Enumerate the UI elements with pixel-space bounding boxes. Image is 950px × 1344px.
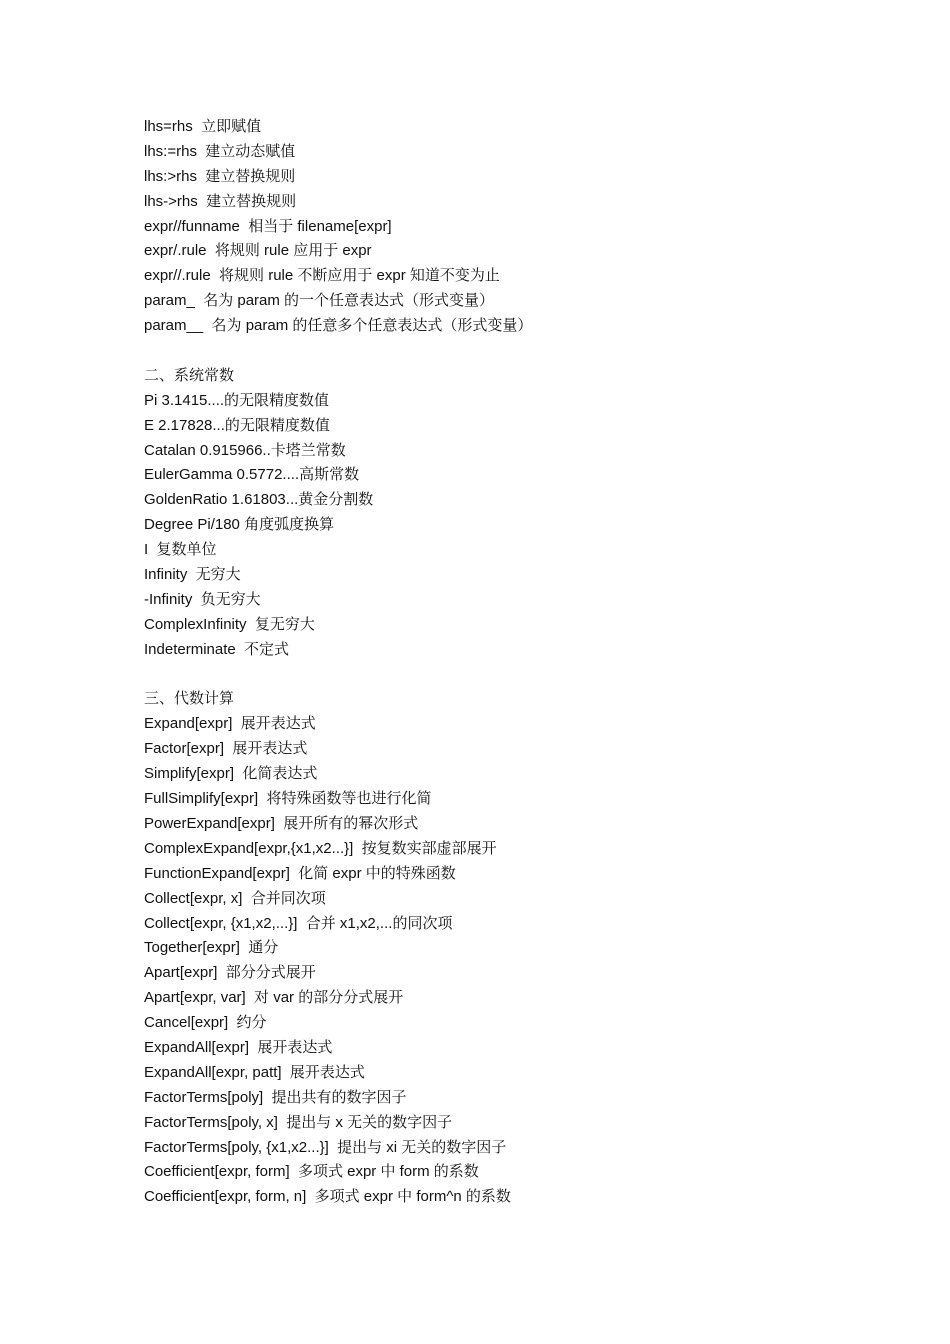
doc-line: Apart[expr, var] 对 var 的部分分式展开 (144, 989, 404, 1007)
doc-line: Simplify[expr] 化简表达式 (144, 765, 318, 783)
doc-line: lhs:>rhs 建立替换规则 (144, 167, 296, 185)
doc-line: Infinity 无穷大 (144, 566, 241, 584)
doc-line: I 复数单位 (144, 541, 217, 559)
document-page (144, 115, 924, 1210)
blank-line (144, 339, 924, 364)
doc-line: Degree Pi/180 角度弧度换算 (144, 516, 335, 534)
doc-line: FactorTerms[poly] 提出共有的数字因子 (144, 1088, 407, 1106)
section-algebra (144, 687, 924, 1210)
doc-line: -Infinity 负无穷大 (144, 590, 261, 608)
doc-line: Together[expr] 通分 (144, 939, 279, 957)
doc-line: Coefficient[expr, form] 多项式 expr 中 form 的系数 (144, 1163, 479, 1181)
doc-line: expr/.rule 将规则 rule 应用于 expr (144, 242, 372, 260)
section-heading: 二、系统常数 (144, 366, 235, 384)
doc-line: FullSimplify[expr] 将特殊函数等也进行化简 (144, 790, 432, 808)
doc-line: Collect[expr, {x1,x2,...}] 合并 x1,x2,...的同次项 (144, 914, 453, 932)
doc-line: FactorTerms[poly, {x1,x2...}] 提出与 xi 无关的数字因子 (144, 1138, 507, 1156)
doc-line: expr//.rule 将规则 rule 不断应用于 expr 知道不变为止 (144, 267, 500, 285)
doc-line: expr//funname 相当于 filename[expr] (144, 217, 392, 235)
doc-line: ExpandAll[expr] 展开表达式 (144, 1038, 333, 1056)
blank-line (144, 663, 924, 688)
doc-line: Cancel[expr] 约分 (144, 1014, 267, 1032)
doc-line: FunctionExpand[expr] 化简 expr 中的特殊函数 (144, 864, 456, 882)
doc-line: E 2.17828...的无限精度数值 (144, 416, 330, 434)
doc-line: FactorTerms[poly, x] 提出与 x 无关的数字因子 (144, 1113, 453, 1131)
doc-line: lhs:=rhs 建立动态赋值 (144, 142, 296, 160)
doc-line: param_ 名为 param 的一个任意表达式（形式变量） (144, 292, 495, 310)
doc-line: Indeterminate 不定式 (144, 640, 290, 658)
doc-line: GoldenRatio 1.61803...黄金分割数 (144, 491, 374, 509)
doc-line: Catalan 0.915966..卡塔兰常数 (144, 441, 346, 459)
doc-line: Collect[expr, x] 合并同次项 (144, 889, 326, 907)
doc-line: Expand[expr] 展开表达式 (144, 715, 316, 733)
doc-line: Coefficient[expr, form, n] 多项式 expr 中 form^n 的系数 (144, 1188, 511, 1206)
section-constants (144, 364, 924, 663)
doc-line: ExpandAll[expr, patt] 展开表达式 (144, 1063, 365, 1081)
doc-line: lhs=rhs 立即赋值 (144, 118, 262, 135)
section-heading: 三、代数计算 (144, 690, 235, 708)
doc-line: ComplexInfinity 复无穷大 (144, 615, 315, 633)
doc-line: PowerExpand[expr] 展开所有的幂次形式 (144, 814, 419, 832)
doc-line: lhs->rhs 建立替换规则 (144, 192, 297, 210)
doc-line: param__ 名为 param 的任意多个任意表达式（形式变量） (144, 317, 533, 335)
doc-line: Pi 3.1415....的无限精度数值 (144, 391, 330, 409)
doc-line: EulerGamma 0.5772....高斯常数 (144, 466, 360, 484)
section-assignment (144, 115, 924, 339)
doc-line: ComplexExpand[expr,{x1,x2...}] 按复数实部虚部展开 (144, 839, 497, 857)
doc-line: Apart[expr] 部分分式展开 (144, 964, 316, 982)
doc-line: Factor[expr] 展开表达式 (144, 740, 308, 758)
